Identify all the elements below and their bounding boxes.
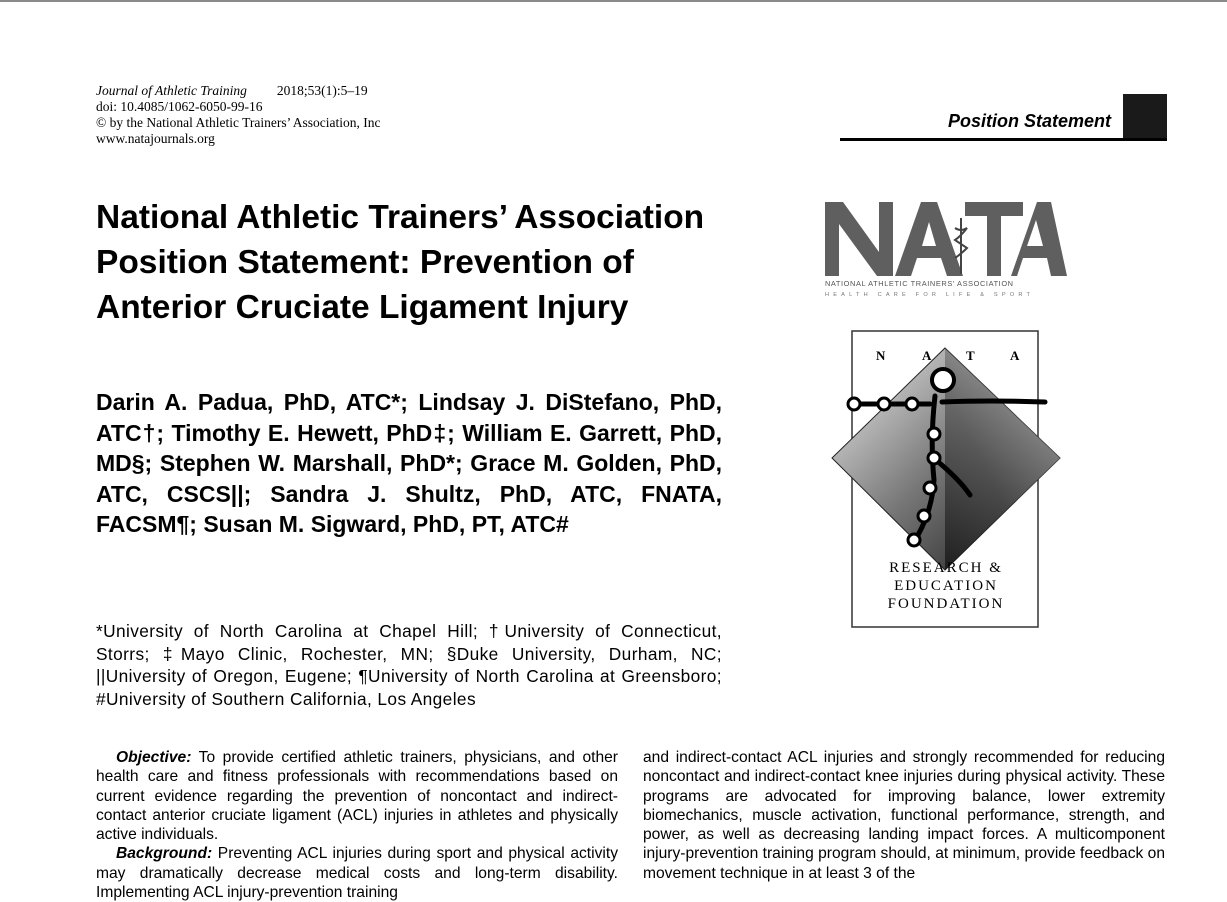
objective-text: To provide certified athletic trainers, physicians, and other health care and fitness professionals with recommendations based on current evidence regarding the prevention of noncontact and indirect-contact anterior cruciate ligament (ACL) injuries in athletes and physically active individuals. <box>96 749 618 844</box>
journal-website[interactable]: www.natajournals.org <box>96 131 215 146</box>
journal-citation-line <box>96 83 380 99</box>
abstract-background <box>96 844 618 902</box>
journal-copyright: © by the National Athletic Trainers’ Association, Inc <box>96 115 381 130</box>
nata-logo-line2: HEALTH CARE FOR LIFE & SPORT <box>825 292 1035 298</box>
foundation-line3: FOUNDATION <box>887 596 1005 612</box>
objective-label: Objective: <box>116 749 192 766</box>
foundation-line1: RESEARCH & <box>889 560 1003 576</box>
nata-logo <box>823 198 1069 300</box>
journal-issue: 2018;53(1):5–19 <box>276 83 368 98</box>
abstract-objective <box>96 748 618 844</box>
section-header <box>840 94 1167 141</box>
author-list: Darin A. Padua, PhD, ATC*; Lindsay J. DiStefano, PhD, ATC†; Timothy E. Hewett, PhD‡; William E. Garrett, PhD, MD§; Stephen W. Marshall, PhD*; Grace M. Golden, PhD, ATC, CSCS||; Sandra J. Shultz, PhD, ATC, FNATA, FACSM¶; Susan M. Sigward, PhD, PT, ATC# <box>96 389 722 538</box>
page-top-border <box>0 0 1227 2</box>
background-label: Background: <box>116 845 213 863</box>
foundation-letter-4: A <box>1010 348 1020 363</box>
foundation-letter-3: T <box>966 348 975 363</box>
section-rule <box>840 138 1167 141</box>
article-title: National Athletic Trainers’ Association Position Statement: Prevention of Anterior Cruciate Ligament Injury <box>96 199 705 326</box>
abstract-right-column <box>643 748 1165 883</box>
section-marker-box <box>1123 94 1167 138</box>
foundation-logo <box>830 330 1064 630</box>
journal-name: Journal of Athletic Training <box>96 83 247 98</box>
background-text: Preventing ACL injuries during sport and physical activity may dramatically decrease medical costs and long-term disability. Implementing ACL injury-prevention training <box>96 845 618 902</box>
foundation-letter-2: A <box>922 348 932 363</box>
affiliations: *University of North Carolina at Chapel Hill; †University of Connecticut, Storrs; ‡Mayo Clinic, Rochester, MN; §Duke University, Durham, NC; ||University of Oregon, Eugene; ¶University of North Carolina at Greensboro; #University of Southern California, Los Angeles <box>96 621 722 710</box>
journal-doi: doi: 10.4085/1062-6050-99-16 <box>96 99 263 114</box>
journal-info <box>96 83 380 147</box>
foundation-line2: EDUCATION <box>894 578 998 594</box>
nata-logo-line1: NATIONAL ATHLETIC TRAINERS’ ASSOCIATION <box>825 279 1014 288</box>
abstract-left-column <box>96 748 618 902</box>
foundation-letter-1: N <box>876 348 886 363</box>
right-column-text: and indirect-contact ACL injuries and strongly recommended for reducing noncontact and indirect-contact knee injuries during physical activity. These programs are advocated for improving balance, lower extremity biomechanics, muscle activation, functional performance, strength, and power, as well as decreasing landing impact forces. A multicomponent injury-prevention training program should, at minimum, provide feedback on movement technique in at least 3 of the <box>643 749 1165 882</box>
section-label: Position Statement <box>947 111 1111 131</box>
